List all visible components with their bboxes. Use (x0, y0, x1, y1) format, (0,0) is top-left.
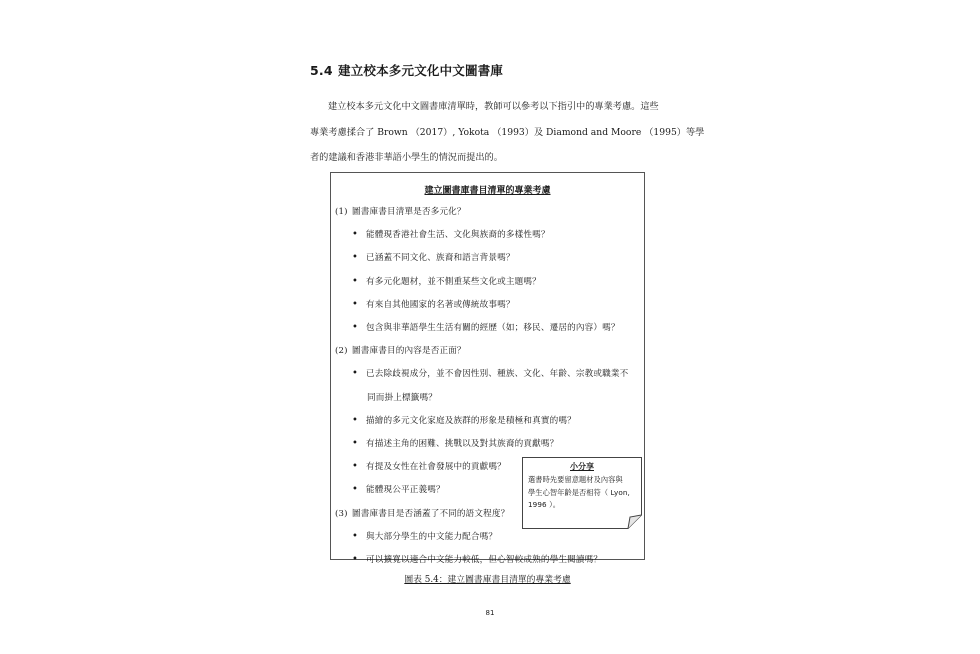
checklist-item-text: 有描述主角的困難、挑戰以及對其族裔的貢獻嗎？ (366, 439, 559, 449)
intro-line: 建立校本多元文化中文圖書庫清單時，教師可以參考以下指引中的專業考慮。這些 (328, 101, 659, 112)
figure-caption: 圖表 5.4：建立圖書庫書目清單的專業考慮 (404, 575, 571, 585)
checklist-item (352, 460, 506, 472)
section-marker: (1) (335, 207, 348, 217)
checklist-item-text: 已去除歧視成分，並不會因性別、種族、文化、年齡、宗教或職業不 (366, 369, 629, 380)
section-marker: (2) (335, 346, 348, 357)
section-question: 圖書庫書目的內容是否正面？ (352, 346, 466, 357)
checklist-item (352, 298, 515, 310)
tip-box (522, 457, 642, 529)
bullet-icon: • (352, 438, 359, 449)
checklist-item-text: 可以擴寬以適合中文能力較低，但心智較成熟的學生閱讀嗎？ (366, 555, 603, 565)
section-question: 圖書庫書目是否涵蓋了不同的語文程度？ (352, 508, 510, 519)
checklist-item (352, 437, 558, 449)
intro-line: 者的建議和香港非華語小學生的情況而提出的。 (310, 152, 503, 163)
page-number: 81 (485, 609, 495, 617)
bullet-icon: • (352, 298, 359, 310)
bullet-icon: • (352, 229, 359, 241)
checklist-item (352, 321, 620, 333)
checklist-item-text: 有來自其他國家的名著或傳統故事嗎？ (366, 299, 515, 310)
checklist-item (352, 553, 602, 565)
checklist-item (352, 483, 445, 495)
checklist-item-continuation (367, 391, 437, 403)
bullet-icon: • (352, 484, 359, 496)
checklist-item-text: 能體現公平正義嗎？ (366, 485, 445, 496)
checklist-section-1 (335, 205, 466, 217)
intro-paragraph (310, 94, 705, 171)
bullet-icon: • (352, 322, 359, 333)
checklist-item-text: 有多元化題材，並不側重某些文化或主題嗎？ (366, 276, 541, 287)
section-question: 圖書庫書目清單是否多元化？ (352, 207, 466, 217)
checklist-item (352, 275, 541, 287)
intro-line: 專業考慮揉合了 Brown （2017）, Yokota （1993）及 Diamond and Moore （1995）等學 (310, 126, 705, 138)
checklist-item (352, 251, 515, 263)
checklist-item-text: 已涵蓋不同文化、族裔和語言背景嗎？ (366, 253, 515, 264)
checklist-item (352, 414, 576, 426)
checklist-section-3 (335, 507, 509, 519)
tip-title: 小分享 (570, 462, 594, 471)
checklist-item-text: 描繪的多元文化家庭及族群的形象是積極和真實的嗎？ (366, 415, 576, 426)
checklist-item-text: 與大部分學生的中文能力配合嗎？ (366, 531, 498, 542)
tip-body (528, 474, 636, 512)
checklist-item-text: 能體現香港社會生活、文化與族裔的多樣性嗎？ (366, 230, 550, 241)
checklist-item (352, 228, 550, 240)
checklist-title: 建立圖書庫書目清單的專業考慮 (424, 186, 551, 196)
bullet-icon: • (352, 252, 359, 264)
checklist-item (352, 530, 497, 542)
section-number: 5.4 (310, 63, 333, 78)
bullet-icon: • (352, 554, 359, 565)
section-marker: (3) (335, 508, 348, 519)
checklist-item (352, 367, 628, 379)
section-title: 建立校本多元文化中文圖書庫 (338, 63, 504, 78)
tip-line: 學生心智年齡是否相符（ Lyon, (528, 487, 630, 497)
checklist-item-text: 同而掛上標籤嗎？ (367, 392, 437, 403)
bullet-icon: • (352, 414, 359, 426)
bullet-icon: • (352, 530, 359, 542)
bullet-icon: • (352, 461, 359, 473)
section-heading (310, 61, 503, 79)
checklist-item-text: 有提及女性在社會發展中的貢獻嗎？ (366, 462, 506, 473)
tip-line: 選書時先要留意題材及內容與 (528, 475, 623, 484)
tip-line: 1996 ）。 (528, 500, 561, 509)
checklist-section-2 (335, 344, 466, 356)
checklist-item-text: 包含與非華語學生生活有關的經歷（如；移民、遷居的內容）嗎？ (366, 323, 620, 333)
bullet-icon: • (352, 275, 359, 287)
bullet-icon: • (352, 368, 359, 380)
